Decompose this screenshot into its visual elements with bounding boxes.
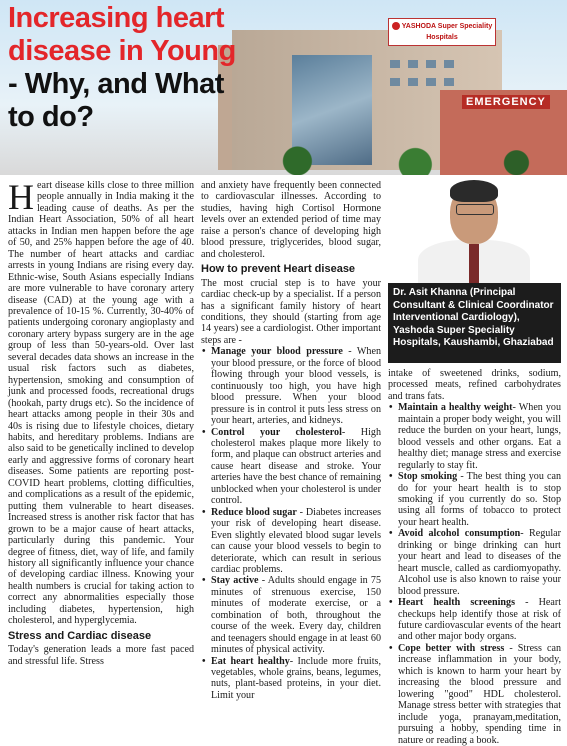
item-text: - Regular drinking or binge drinking can hurt your heart and lead to diseases of the heart muscle, called as cardiomyopathy. Alcohol use is also known to raise your blood pressure. [398, 528, 561, 597]
headline-black: - Why, and What to do? [8, 68, 224, 133]
item-lead: Cope better with stress [398, 642, 505, 654]
headline [8, 2, 243, 134]
doctor-photo [388, 178, 561, 283]
item-lead: Manage your blood pressure [211, 346, 343, 358]
window [444, 60, 454, 68]
list-item [211, 656, 381, 702]
drop-cap: H [8, 177, 34, 217]
diet-continued: intake of sweetened drinks, sodium, processed meats, refined carbohydrates and trans fats. [388, 368, 561, 402]
item-lead: Control your cholesterol [211, 426, 342, 438]
list-item [211, 575, 381, 655]
intro-paragraph [8, 177, 194, 627]
item-lead: Avoid alcohol consumption [398, 528, 521, 540]
subhead-prevent: How to prevent Heart disease [201, 263, 356, 276]
doctor-tie [469, 244, 479, 283]
item-text: - Adults should engage in 75 minutes of strenuous exercise, 150 minutes of moderate exercise, or a combination of both, throughout the course of the week. Every day, children and teenagers should engage in at least 60 minutes of physical activity. [211, 575, 382, 656]
prevent-intro: The most crucial step is to have your cardiac check-up by a specialist. If a person has a significant family history of heart conditions, they should (starting from age 14 years) see a cardiologist. Other important steps are - [201, 277, 381, 346]
prevent-list-continued [388, 402, 561, 746]
emergency-sign: EMERGENCY [462, 95, 550, 109]
item-text: - Diabetes increases your risk of developing heart disease. Even slightly elevated blood sugar levels can cause your blood vessels to begin to deteriorate, which can result in serious cardiac problems. [211, 506, 382, 575]
item-lead: Stay active [211, 575, 259, 587]
list-item [398, 528, 561, 597]
stress-paragraph: Today's generation leads a more fast paced and stressful life. Stress [8, 644, 194, 667]
list-item [211, 427, 381, 507]
window [408, 60, 418, 68]
item-text: - High cholesterol makes plaque more likely to form, and plaque can obstruct arteries and cause heart disease and stroke. Your arteries have the best chance of remaining unblocked when your cholesterol is under control. [211, 426, 381, 507]
window [390, 60, 400, 68]
item-lead: Reduce blood sugar [211, 506, 297, 518]
hospital-sign-text: YASHODA Super Speciality Hospitals [401, 23, 493, 41]
doctor-hair [450, 180, 498, 202]
list-item [211, 507, 381, 576]
window [444, 78, 454, 86]
prevent-list [201, 346, 381, 701]
column-1 [8, 177, 194, 667]
list-item [398, 597, 561, 643]
stress-continued: and anxiety have frequently been connected to cardiovascular illnesses. According to studies, having high Cortisol Hormone levels over an extended period of time may raise a person's chance of developing high blood pressure, triglycerides, blood sugar, and cholesterol. [201, 180, 381, 260]
trees [230, 140, 567, 175]
column-3 [388, 368, 561, 746]
item-text: - When you maintain a proper body weight, you will reduce the burden on your heart, lungs, blood vessels and other organs. Eat a healthy diet; manage stress and exercise regularly to stay fit. [398, 402, 562, 471]
list-item [398, 643, 561, 746]
list-item [398, 402, 561, 471]
item-text: - Include more fruits, vegetables, whole grains, beans, legumes, nuts, plant-based proteins, in your diet. Limit your [211, 655, 381, 701]
item-text: - Heart checkups help identify those at risk of future cardiovascular events of the heart and other major body organs. [398, 597, 561, 643]
item-text: - Stress can increase inflammation in your body, which is known to harm your heart by increasing the blood pressure and lowering "good" HDL cholesterol. Manage stress better with strategies that include yoga, pranayam,meditation, pursuing a hobby, spending time in nature or reading a book. [398, 642, 561, 746]
photo-caption: Dr. Asit Khanna (Principal Consultant & Clinical Coordinator Interventional Cardiology), Yashoda Super Speciality Hospitals, Kaushambi, Ghaziabad [388, 283, 561, 363]
subhead-stress: Stress and Cardiac disease [8, 629, 152, 642]
item-lead: Heart health screenings [398, 597, 516, 609]
hospital-sign [388, 18, 496, 46]
window [426, 78, 436, 86]
hospital-logo-icon [392, 22, 400, 30]
item-lead: Eat heart healthy [211, 655, 290, 667]
intro-text: eart disease kills close to three million people annually in India making it the leading cause of deaths. As per the Indian Heart Association, 50% of all heart attacks in Indian men happen before the age of 50, and 25% happen before the age of 40. The number of heart attacks and cardiac arrests in young Indians are rising every day. Ethnic-wise, South Asians especially Indians are more vulnerable to have coronary artery disease (CAD) at the young age with a prevalence of 10-15 %. Currently, 30-40% of patients undergoing coronary angioplasty and coronary artery bypass surgery are in the age group of less than 50-years-old. Over last several decades data shows an increase in the usual risk factors such as diabetes, hypertension, smoking and consumption of junk and processed foods, recreational drugs (hookah, party drugs etc). So the incidence of heart attacks among people in their 30s and 40s is rising due to lifestyle choices, dietary habits, and hereditary problems. Indians are also said to be genetically inclined to develop early and aggressive forms of coronary heart diseases. Some patients are reporting post-COVID heart problems, clotting difficulties, and complications as a result of the epidemic, putting them vulnerable to heart diseases. Increased stress is another risk factor that has grown to be a major cause of heart attacks, particularly during this pandemic. Your degree of fitness, diet, way of life, and family history all significantly influence your chance of developing cardiac illness. Knowing your health numbers is crucial for taking action to correct any abnormalities especially those including diabetes, hypertension, high cholesterol, and hyperglycemia. [8, 180, 194, 627]
window [426, 60, 436, 68]
item-text: - The best thing you can do for your heart health is to stop smoking if you currently do so. Stop using all forms of tobacco to protect your heart health. [398, 471, 562, 528]
list-item [398, 471, 561, 528]
window [408, 78, 418, 86]
item-text: - When your blood pressure, or the force of blood flowing through your blood vessels, is continuously too high, you have high blood pressure. When your blood pressure is in control it puts less stress on your heart, arteries, and kidneys. [211, 346, 381, 427]
item-lead: Stop smoking [398, 471, 458, 483]
window [390, 78, 400, 86]
list-item [211, 346, 381, 426]
glasses-icon [456, 204, 494, 215]
column-2 [201, 180, 381, 701]
hero-photo [0, 0, 567, 175]
item-lead: Maintain a healthy weight [398, 402, 513, 414]
headline-red: Increasing heart disease in Young [8, 2, 236, 67]
